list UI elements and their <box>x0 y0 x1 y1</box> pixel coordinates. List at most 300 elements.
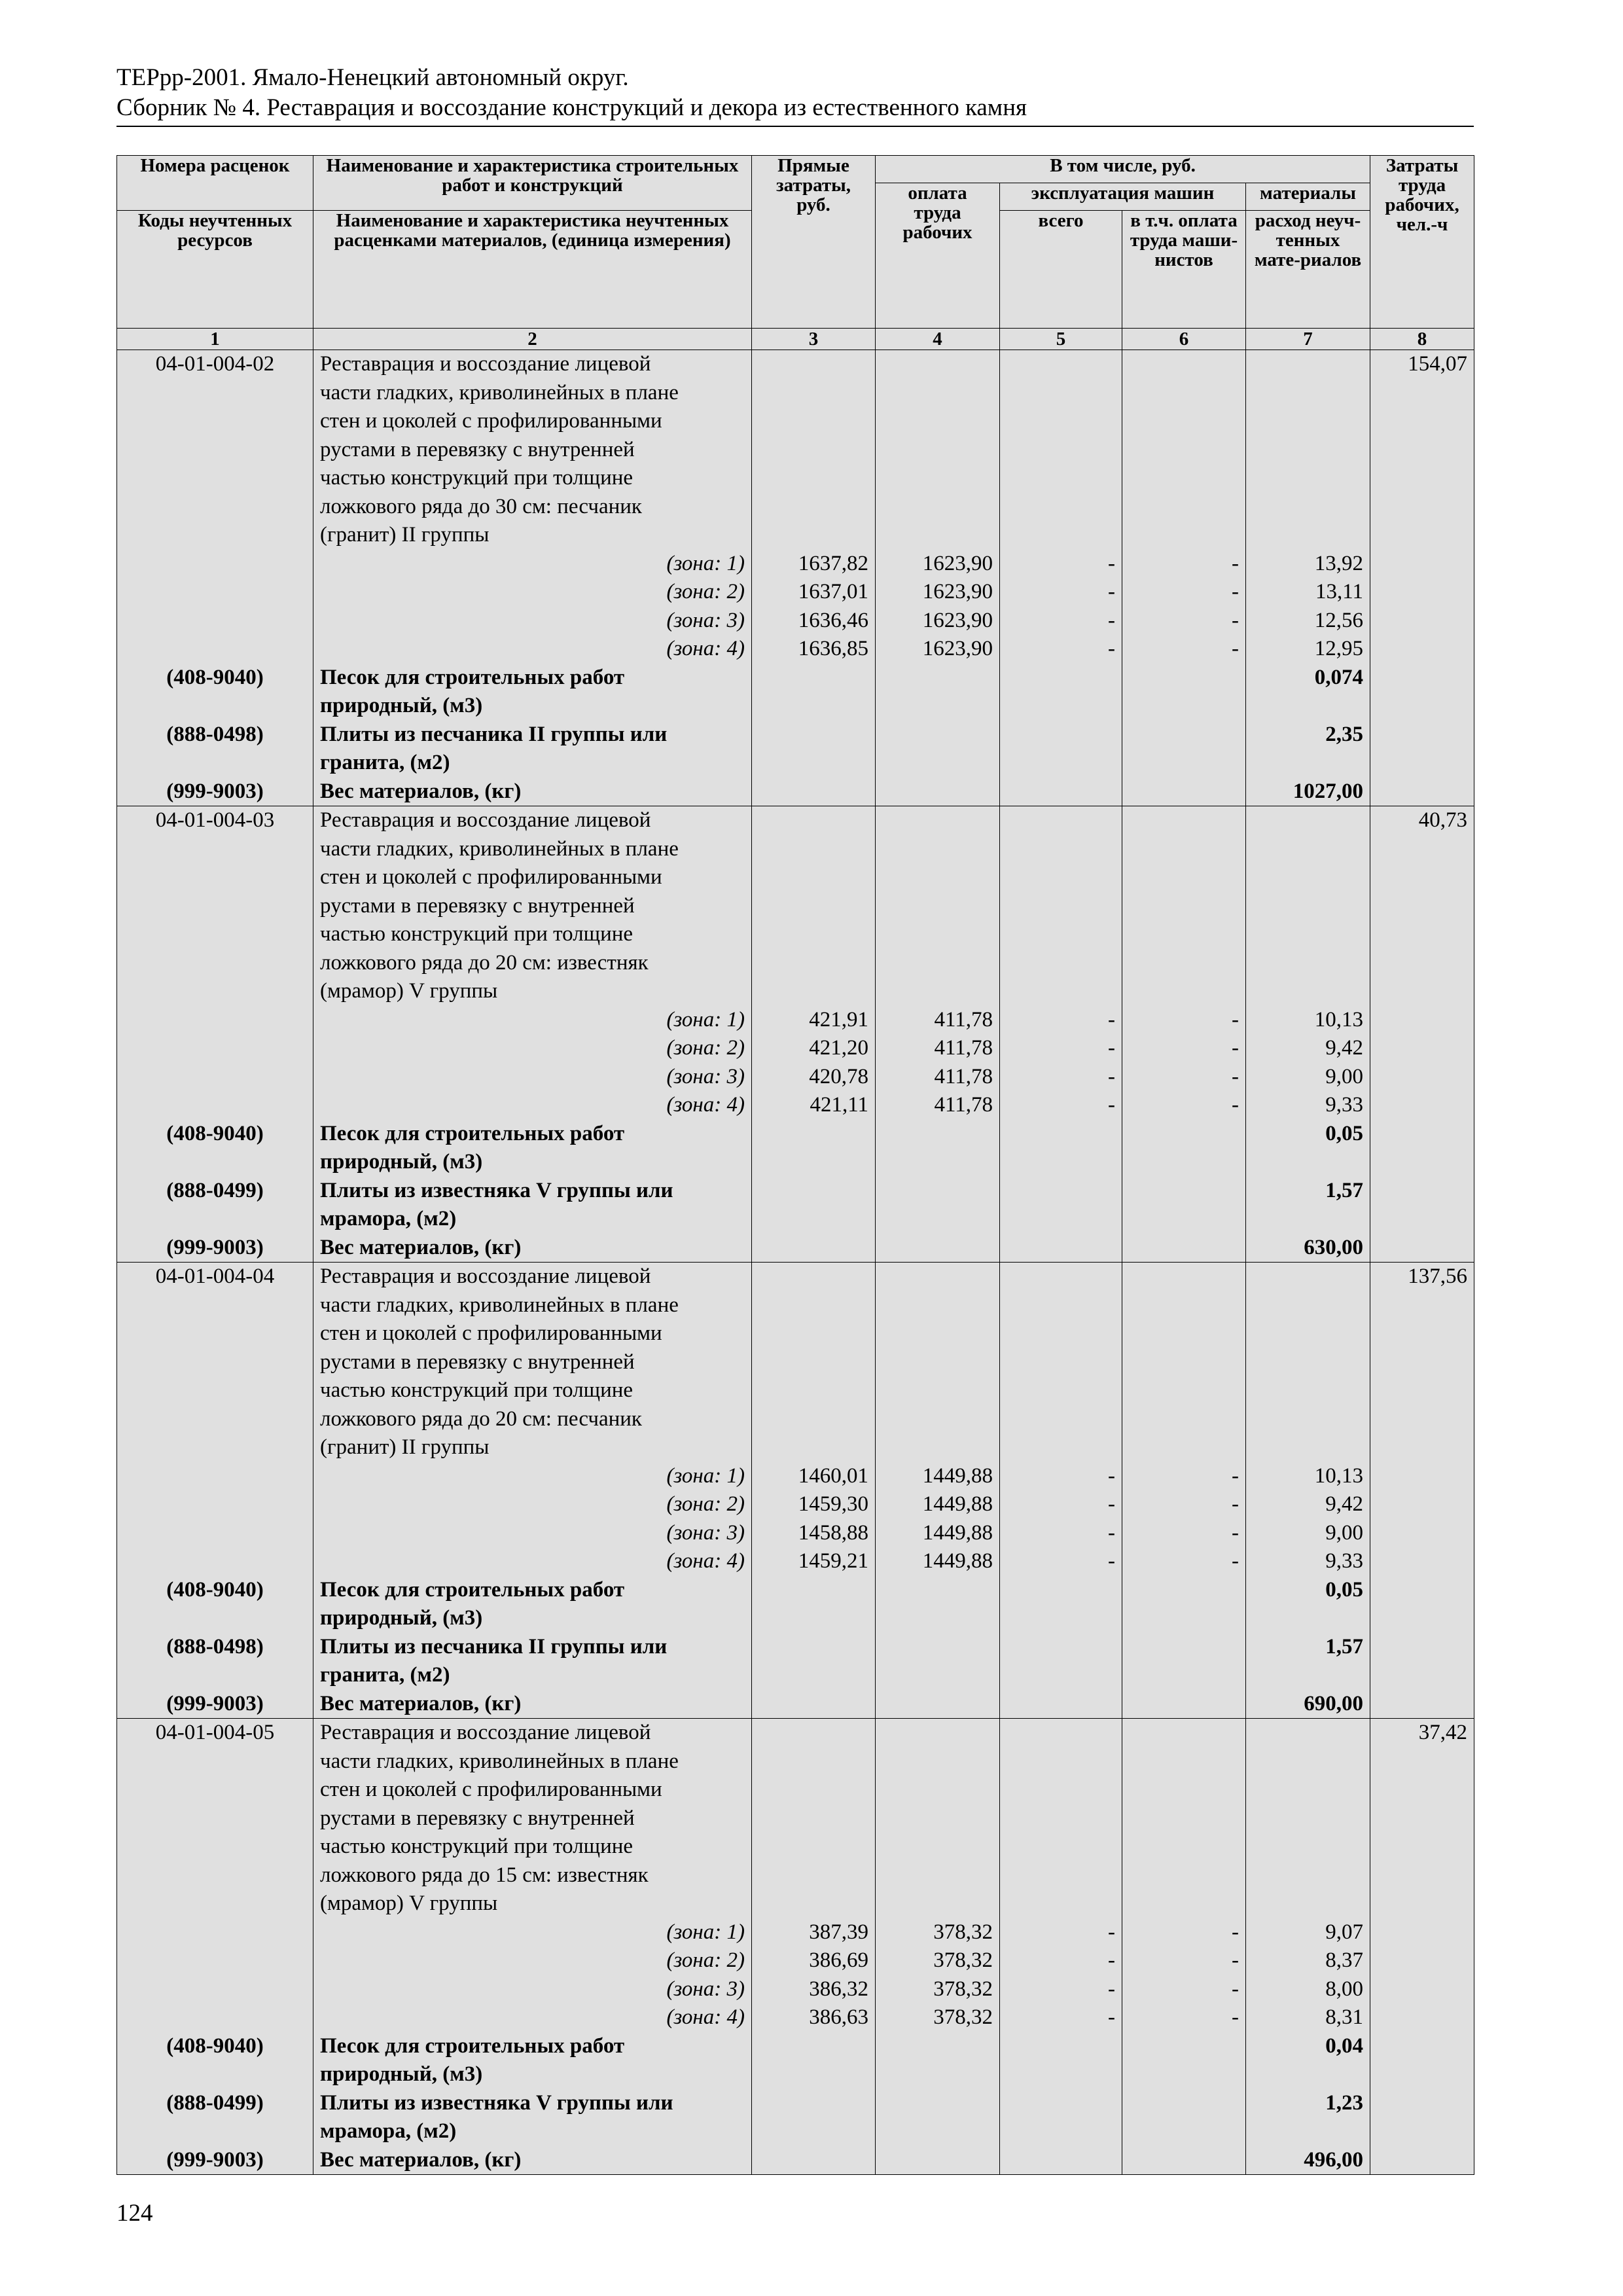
spacer <box>758 493 868 522</box>
zone-label: (зона: 4) <box>666 1549 745 1573</box>
header-line-1: ТЕРрр-2001. Ямало-Ненецкий автономный округ. <box>116 64 629 91</box>
spacer <box>124 1462 306 1491</box>
resource-name-line: гранита, (м2) <box>320 751 450 774</box>
rate-name-line: части гладких, криволинейных в плане <box>320 836 679 861</box>
spacer <box>758 1890 868 1918</box>
rate-name <box>313 350 752 806</box>
spacer <box>1253 949 1363 978</box>
spacer <box>124 578 306 607</box>
spacer <box>124 1547 306 1576</box>
spacer <box>758 806 868 835</box>
zone-materials-value: 10,13 <box>1314 1463 1364 1488</box>
zone-label: (зона: 3) <box>666 1977 745 2001</box>
labor-value: 137,56 <box>1408 1265 1468 1288</box>
spacer <box>1007 436 1115 465</box>
zone-direct-value: 1636,85 <box>798 637 868 660</box>
rate-row <box>117 1263 1474 1719</box>
rate-name <box>313 1719 752 2175</box>
spacer <box>1007 892 1115 921</box>
rate-name-line: частью конструкций при толщине <box>320 1378 633 1402</box>
machines-total-cell <box>1000 1719 1122 2175</box>
spacer <box>1129 1719 1239 1748</box>
col-header-material-names: Наименование и характеристика неучтенных расценками материалов, (единица измерения) <box>313 211 752 329</box>
spacer <box>124 1890 306 1918</box>
spacer <box>1253 863 1363 892</box>
resource-code: (888-0498) <box>166 1634 264 1659</box>
rate-code <box>117 806 313 1263</box>
spacer <box>758 379 868 408</box>
zone-materials-value: 9,00 <box>1325 1520 1364 1545</box>
zone-machinist-value: - <box>1232 1549 1239 1573</box>
spacer <box>1129 806 1239 835</box>
spacer <box>1253 1348 1363 1377</box>
spacer <box>1007 350 1115 379</box>
spacer <box>758 977 868 1006</box>
rate-name-line: (гранит) II группы <box>320 523 490 547</box>
zone-direct-value: 1637,01 <box>798 580 868 603</box>
zone-machinist-value: - <box>1232 1093 1239 1117</box>
spacer <box>124 2060 306 2089</box>
spacer <box>758 1348 868 1377</box>
spacer <box>124 1604 306 1633</box>
spacer <box>1253 521 1363 550</box>
resource-code: (408-9040) <box>166 1121 264 1145</box>
zone-direct-value: 387,39 <box>809 1920 868 1944</box>
column-number: 2 <box>313 329 752 350</box>
resource-name-line: природный, (м3) <box>320 2062 483 2086</box>
resource-value: 0,05 <box>1325 1121 1364 1145</box>
rate-name-line: Реставрация и воссоздание лицевой <box>320 352 651 376</box>
column-number: 4 <box>876 329 1000 350</box>
col-header-direct-costs: Прямые затраты, руб. <box>752 156 876 329</box>
spacer <box>882 1861 993 1890</box>
spacer <box>1129 892 1239 921</box>
materials-cell <box>1246 1719 1370 2175</box>
zone-wage-value: 1623,90 <box>922 551 993 575</box>
spacer <box>1253 1433 1363 1462</box>
zone-wage-value: 378,32 <box>933 1977 993 2001</box>
resource-code: (888-0498) <box>166 722 264 746</box>
zone-label: (зона: 3) <box>666 608 745 632</box>
rate-name-line: частью конструкций при толщине <box>320 922 633 946</box>
zone-machinist-value: - <box>1232 1463 1239 1488</box>
spacer <box>1129 1376 1239 1405</box>
zone-machines-value: - <box>1108 1549 1115 1573</box>
column-number: 5 <box>1000 329 1122 350</box>
rate-name-line: части гладких, криволинейных в плане <box>320 1749 679 1773</box>
spacer <box>882 1890 993 1918</box>
rate-name-line: стен и цоколей с профилированными <box>320 409 662 433</box>
rate-name-line: (гранит) II группы <box>320 1435 490 1459</box>
spacer <box>1129 1319 1239 1348</box>
rate-name-line: ложкового ряда до 15 см: известняк <box>320 1863 649 1887</box>
rate-name-line: Реставрация и воссоздание лицевой <box>320 1721 651 1744</box>
spacer <box>1007 1719 1115 1748</box>
column-numbers-row <box>117 329 1474 350</box>
zone-label: (зона: 2) <box>666 580 745 603</box>
zone-machines-value: - <box>1108 1492 1115 1516</box>
machines-total-cell <box>1000 350 1122 806</box>
spacer <box>1007 806 1115 835</box>
rate-name-line: стен и цоколей с профилированными <box>320 865 662 889</box>
spacer <box>1253 493 1363 522</box>
resource-name-line: мрамора, (м2) <box>320 1207 457 1230</box>
spacer <box>1007 407 1115 436</box>
rate-name-line: (мрамор) V группы <box>320 1892 498 1915</box>
spacer <box>758 1833 868 1861</box>
spacer <box>758 1319 868 1348</box>
spacer <box>882 521 993 550</box>
resource-value: 630,00 <box>1304 1235 1364 1259</box>
spacer <box>1253 2060 1363 2089</box>
spacer <box>882 1776 993 1804</box>
spacer <box>1129 863 1239 892</box>
spacer <box>758 892 868 921</box>
spacer <box>1253 892 1363 921</box>
spacer <box>758 464 868 493</box>
zone-label: (зона: 4) <box>666 637 745 660</box>
zone-materials-value: 13,92 <box>1314 551 1364 575</box>
zone-label: (зона: 2) <box>666 1036 745 1060</box>
machinist-wages-cell <box>1122 350 1246 806</box>
spacer <box>124 1205 306 1234</box>
resource-code: (999-9003) <box>166 2147 264 2172</box>
spacer <box>1253 692 1363 721</box>
spacer <box>1007 1405 1115 1434</box>
spacer <box>882 806 993 835</box>
spacer <box>1253 977 1363 1006</box>
resource-value: 0,04 <box>1325 2034 1364 2058</box>
direct-costs-cell <box>752 1719 876 2175</box>
zone-direct-value: 386,32 <box>809 1977 868 2001</box>
spacer <box>1253 1405 1363 1434</box>
spacer <box>758 436 868 465</box>
spacer <box>124 1946 306 1975</box>
zone-materials-value: 8,00 <box>1325 1977 1364 2001</box>
zone-wage-value: 1449,88 <box>922 1492 993 1516</box>
direct-costs-cell <box>752 1263 876 1719</box>
zone-machinist-value: - <box>1232 1036 1239 1060</box>
spacer <box>1253 1376 1363 1405</box>
zone-machinist-value: - <box>1232 1977 1239 2001</box>
spacer <box>124 436 306 465</box>
labor-value: 40,73 <box>1418 808 1468 832</box>
spacer <box>882 920 993 949</box>
spacer <box>882 436 993 465</box>
zone-label: (зона: 4) <box>666 2005 745 2029</box>
rate-row <box>117 806 1474 1263</box>
spacer <box>1007 949 1115 978</box>
column-number: 3 <box>752 329 876 350</box>
spacer <box>1129 1405 1239 1434</box>
col-header-group: В том числе, руб. <box>876 156 1370 183</box>
zone-machines-value: - <box>1108 551 1115 575</box>
spacer <box>1007 863 1115 892</box>
zone-label: (зона: 1) <box>666 1007 745 1031</box>
resource-code: (408-9040) <box>166 2034 264 2058</box>
spacer <box>882 407 993 436</box>
resource-name-line: Песок для строительных работ <box>320 1121 625 1145</box>
zone-materials-value: 8,31 <box>1325 2005 1364 2029</box>
spacer <box>124 379 306 408</box>
zone-wage-value: 378,32 <box>933 2005 993 2029</box>
zone-wage-value: 1449,88 <box>922 1520 993 1545</box>
spacer <box>1253 1833 1363 1861</box>
spacer <box>124 1091 306 1120</box>
rate-name-line: части гладких, криволинейных в плане <box>320 380 679 404</box>
spacer <box>758 1719 868 1748</box>
spacer <box>758 1776 868 1804</box>
zone-label: (зона: 2) <box>666 1948 745 1972</box>
zone-machinist-value: - <box>1232 580 1239 603</box>
rate-name-line: ложкового ряда до 20 см: песчаник <box>320 1407 642 1431</box>
table-head <box>117 156 1474 350</box>
rate-name-line: рустами в перевязку с внутренней <box>320 893 635 918</box>
spacer <box>882 977 993 1006</box>
rate-name-line: стен и цоколей с профилированными <box>320 1321 662 1345</box>
document-header <box>116 63 1474 123</box>
zone-materials-value: 8,37 <box>1325 1948 1364 1972</box>
spacer <box>124 493 306 522</box>
zone-machinist-value: - <box>1232 1948 1239 1972</box>
spacer <box>1007 1319 1115 1348</box>
spacer <box>882 1376 993 1405</box>
spacer <box>758 835 868 864</box>
zone-materials-value: 9,42 <box>1325 1492 1364 1516</box>
rate-row <box>117 1719 1474 2175</box>
spacer <box>1129 1748 1239 1776</box>
rate-name-line: рустами в перевязку с внутренней <box>320 437 635 461</box>
spacer <box>124 977 306 1006</box>
zone-machines-value: - <box>1108 1064 1115 1088</box>
spacer <box>124 1405 306 1434</box>
spacer <box>1007 920 1115 949</box>
spacer <box>758 407 868 436</box>
zone-label: (зона: 3) <box>666 1520 745 1545</box>
spacer <box>1007 1263 1115 1291</box>
materials-cell <box>1246 350 1370 806</box>
resource-value: 496,00 <box>1304 2147 1364 2172</box>
spacer <box>124 1490 306 1519</box>
spacer <box>758 1405 868 1434</box>
column-number: 8 <box>1370 329 1474 350</box>
resource-code: (888-0499) <box>166 2090 264 2115</box>
spacer <box>1253 920 1363 949</box>
zone-direct-value: 1458,88 <box>798 1520 868 1545</box>
resource-name-line: гранита, (м2) <box>320 1663 450 1687</box>
rate-name-line: (мрамор) V группы <box>320 979 498 1003</box>
rate-row <box>117 350 1474 806</box>
zone-machinist-value: - <box>1232 1007 1239 1031</box>
zone-machines-value: - <box>1108 1036 1115 1060</box>
spacer <box>124 550 306 579</box>
zone-label: (зона: 4) <box>666 1093 745 1117</box>
spacer <box>1253 1861 1363 1890</box>
rate-code-text: 04-01-004-02 <box>155 352 275 376</box>
zone-machines-value: - <box>1108 2005 1115 2029</box>
rate-name-line: Реставрация и воссоздание лицевой <box>320 1265 651 1288</box>
spacer <box>1007 1291 1115 1320</box>
resource-value: 0,05 <box>1325 1577 1364 1602</box>
spacer <box>1129 920 1239 949</box>
rate-name-line: Реставрация и воссоздание лицевой <box>320 808 651 832</box>
worker-wages-cell <box>876 350 1000 806</box>
spacer <box>1129 835 1239 864</box>
spacer <box>1007 1748 1115 1776</box>
rate-name-line: части гладких, криволинейных в плане <box>320 1293 679 1317</box>
resource-name-line: Песок для строительных работ <box>320 2034 625 2058</box>
spacer <box>882 1263 993 1291</box>
resource-value: 2,35 <box>1325 722 1364 746</box>
page-number: 124 <box>116 2200 153 2227</box>
spacer <box>1253 1319 1363 1348</box>
resource-code: (408-9040) <box>166 1577 264 1602</box>
resource-name-line: Вес материалов, (кг) <box>320 2147 522 2172</box>
zone-materials-value: 9,33 <box>1325 1093 1364 1117</box>
spacer <box>882 863 993 892</box>
spacer <box>1007 1376 1115 1405</box>
zone-machines-value: - <box>1108 1093 1115 1117</box>
zone-direct-value: 386,69 <box>809 1948 868 1972</box>
spacer <box>1253 1661 1363 1690</box>
spacer <box>124 464 306 493</box>
spacer <box>124 892 306 921</box>
spacer <box>124 1776 306 1804</box>
zone-label: (зона: 1) <box>666 1920 745 1944</box>
zone-label: (зона: 2) <box>666 1492 745 1516</box>
zone-machines-value: - <box>1108 1977 1115 2001</box>
spacer <box>1253 1205 1363 1234</box>
zone-wage-value: 411,78 <box>934 1064 993 1088</box>
zone-materials-value: 9,07 <box>1325 1920 1364 1944</box>
zone-label: (зона: 3) <box>666 1064 745 1088</box>
spacer <box>1007 1833 1115 1861</box>
spacer <box>1007 521 1115 550</box>
col-header-rate-numbers: Номера расценок <box>117 156 313 211</box>
spacer <box>124 2003 306 2032</box>
spacer <box>124 1975 306 2004</box>
spacer <box>1129 1890 1239 1918</box>
resource-name-line: Песок для строительных работ <box>320 665 625 689</box>
zone-machinist-value: - <box>1232 1920 1239 1944</box>
resource-value: 1,23 <box>1325 2090 1364 2115</box>
spacer <box>124 1748 306 1776</box>
spacer <box>124 521 306 550</box>
spacer <box>124 1348 306 1377</box>
table-body <box>117 350 1474 2175</box>
resource-name-line: природный, (м3) <box>320 1606 483 1630</box>
spacer <box>758 1263 868 1291</box>
zone-machinist-value: - <box>1232 2005 1239 2029</box>
spacer <box>124 1661 306 1690</box>
labor-costs-cell <box>1370 350 1474 806</box>
rate-name <box>313 806 752 1263</box>
zone-label: (зона: 1) <box>666 551 745 575</box>
spacer <box>1129 949 1239 978</box>
zone-materials-value: 13,11 <box>1315 580 1364 603</box>
zone-wage-value: 1449,88 <box>922 1549 993 1573</box>
spacer <box>882 1804 993 1833</box>
spacer <box>758 1748 868 1776</box>
rate-name-line: рустами в перевязку с внутренней <box>320 1350 635 1374</box>
rate-name-line: ложкового ряда до 20 см: известняк <box>320 950 649 975</box>
zone-machinist-value: - <box>1232 1492 1239 1516</box>
zone-label: (зона: 1) <box>666 1463 745 1488</box>
labor-value: 154,07 <box>1408 352 1468 376</box>
spacer <box>124 1519 306 1548</box>
spacer <box>1007 977 1115 1006</box>
zone-wage-value: 411,78 <box>934 1093 993 1117</box>
spacer <box>1007 1861 1115 1890</box>
spacer <box>1007 835 1115 864</box>
spacer <box>1129 1804 1239 1833</box>
resource-value: 1,57 <box>1325 1178 1364 1202</box>
col-header-machines: эксплуатация машин <box>1000 183 1246 211</box>
spacer <box>758 521 868 550</box>
labor-costs-cell <box>1370 806 1474 1263</box>
spacer <box>1253 749 1363 778</box>
zone-machines-value: - <box>1108 1007 1115 1031</box>
spacer <box>882 379 993 408</box>
spacer <box>1129 407 1239 436</box>
spacer <box>124 407 306 436</box>
spacer <box>124 1433 306 1462</box>
rate-name-line: рустами в перевязку с внутренней <box>320 1806 635 1830</box>
machines-total-cell <box>1000 806 1122 1263</box>
spacer <box>124 692 306 721</box>
spacer <box>882 1291 993 1320</box>
header-rule <box>116 126 1474 127</box>
spacer <box>1253 1804 1363 1833</box>
labor-costs-cell <box>1370 1263 1474 1719</box>
zone-machines-value: - <box>1108 1463 1115 1488</box>
spacer <box>1253 2117 1363 2146</box>
spacer <box>1253 806 1363 835</box>
rate-name-line: частью конструкций при толщине <box>320 466 633 490</box>
spacer <box>1007 1890 1115 1918</box>
zone-wage-value: 411,78 <box>934 1007 993 1031</box>
zone-direct-value: 1636,46 <box>798 608 868 632</box>
col-header-labor-costs: Затраты труда рабочих, чел.-ч <box>1370 156 1474 329</box>
spacer <box>124 1833 306 1861</box>
resource-code: (999-9003) <box>166 1691 264 1715</box>
resource-name-line: природный, (м3) <box>320 694 483 717</box>
rate-code-text: 04-01-004-04 <box>155 1265 275 1288</box>
materials-cell <box>1246 806 1370 1263</box>
spacer <box>1253 1148 1363 1177</box>
zone-machines-value: - <box>1108 637 1115 660</box>
resource-name-line: природный, (м3) <box>320 1150 483 1174</box>
resource-value: 690,00 <box>1304 1691 1364 1715</box>
spacer <box>124 2117 306 2146</box>
spacer <box>1007 1433 1115 1462</box>
zone-machinist-value: - <box>1232 1064 1239 1088</box>
zone-direct-value: 1637,82 <box>798 551 868 575</box>
spacer <box>1129 1291 1239 1320</box>
spacer <box>1129 521 1239 550</box>
spacer <box>124 635 306 664</box>
spacer <box>882 1748 993 1776</box>
spacer <box>758 920 868 949</box>
machinist-wages-cell <box>1122 1263 1246 1719</box>
spacer <box>758 863 868 892</box>
spacer <box>1007 379 1115 408</box>
spacer <box>882 1833 993 1861</box>
spacer <box>124 863 306 892</box>
zone-direct-value: 386,63 <box>809 2005 868 2029</box>
column-number: 6 <box>1122 329 1246 350</box>
resource-name-line: Плиты из песчаника II группы или <box>320 1634 668 1659</box>
